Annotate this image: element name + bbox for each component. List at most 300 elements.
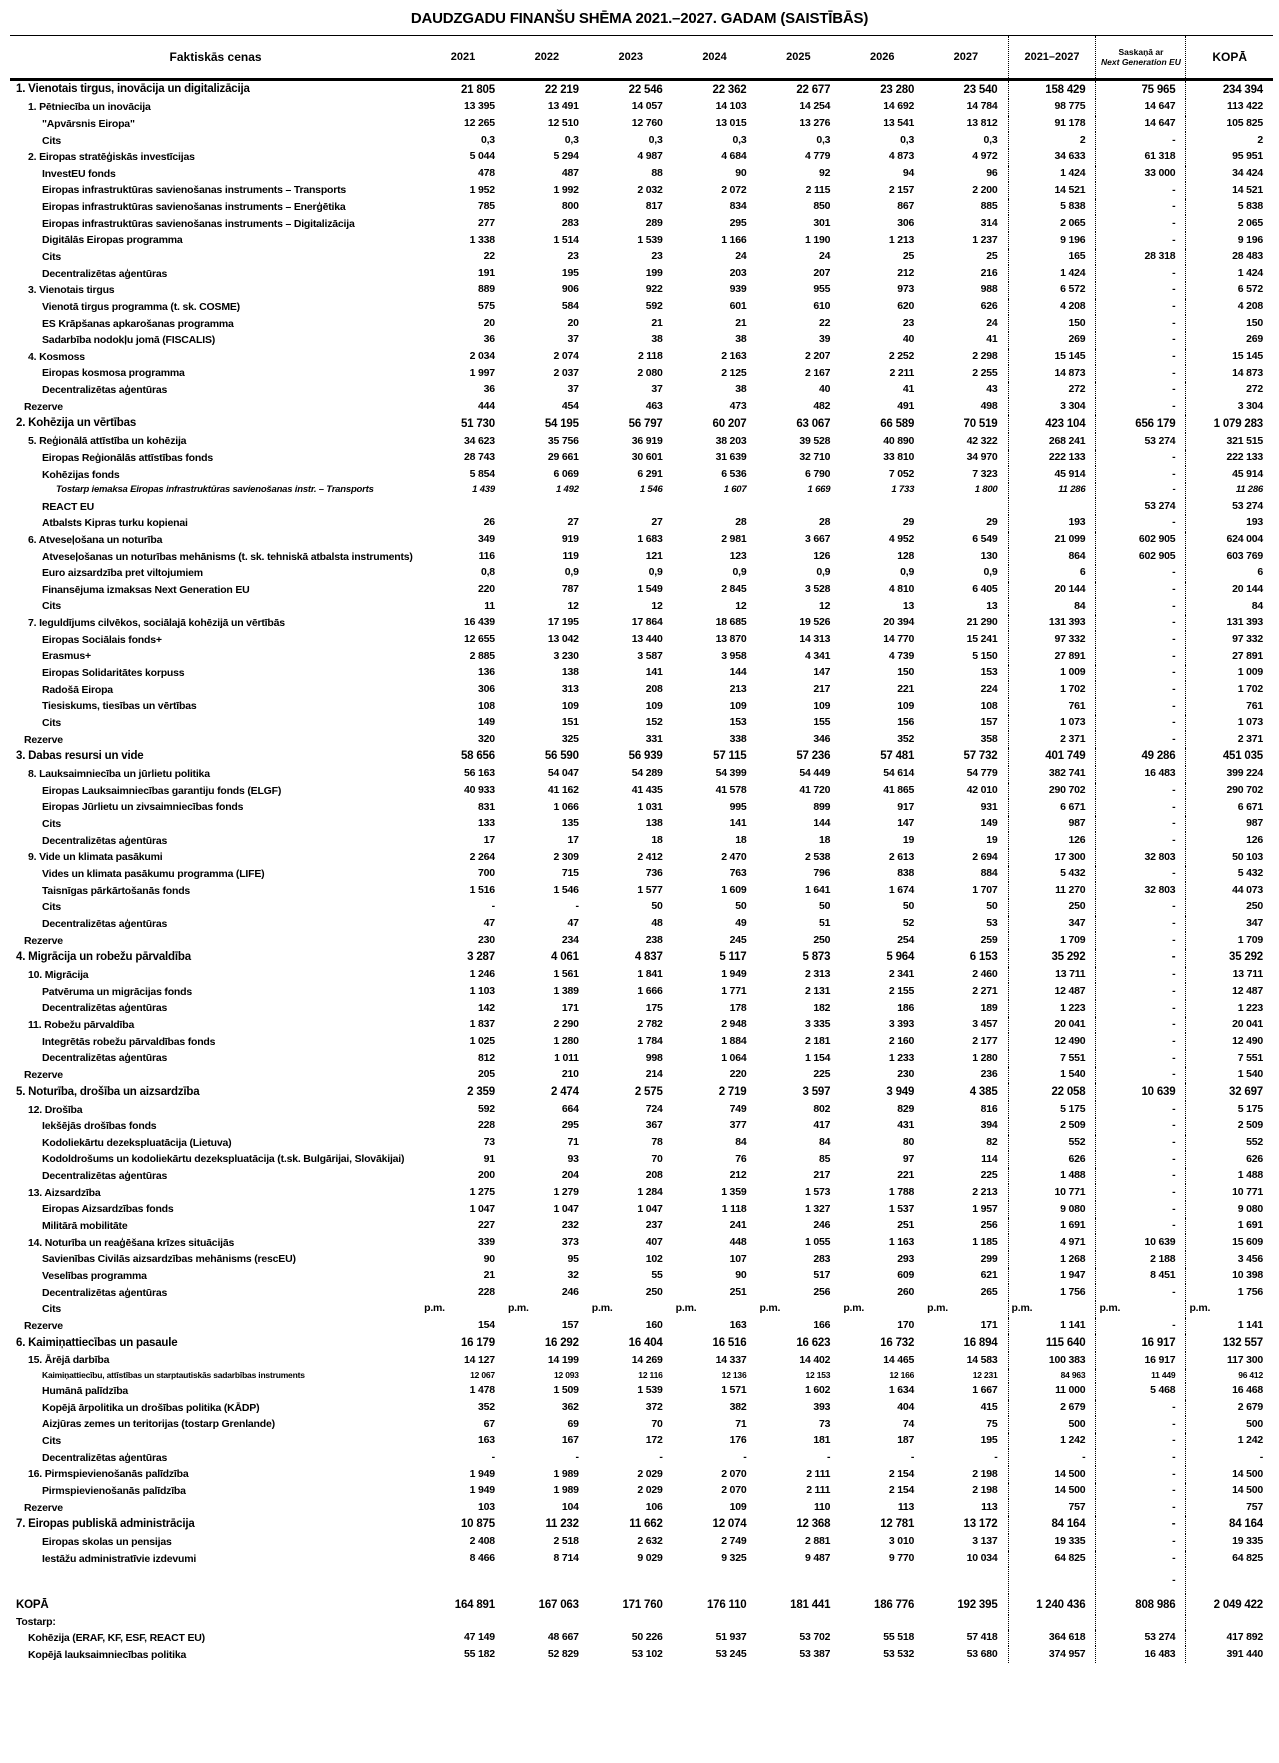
table-row: [10, 1301, 1273, 1318]
column-header-2023: 2023: [589, 36, 673, 80]
table-row: [10, 182, 1273, 199]
cell: -: [1096, 483, 1186, 498]
row-label: 13. Aizsardzība: [28, 1186, 101, 1199]
cell: 602 905: [1096, 548, 1186, 565]
cell: 19 335: [1008, 1534, 1096, 1551]
cell: 16 468: [1186, 1383, 1273, 1400]
cell: 757: [1008, 1499, 1096, 1516]
row-label: Eiropas infrastruktūras savienošanas instruments – Transports: [42, 184, 347, 197]
cell: 5 468: [1096, 1383, 1186, 1400]
column-header-total: 2021–2027: [1008, 36, 1096, 80]
cell: 40 890: [883, 434, 915, 447]
table-row: [10, 398, 1273, 415]
table-row: [10, 748, 1273, 766]
cell: 13 541: [883, 117, 915, 130]
cell: 269: [1008, 332, 1096, 349]
cell: 54 195: [544, 417, 579, 430]
cell: 14 500: [1186, 1483, 1273, 1500]
cell: 1 242: [1186, 1433, 1273, 1450]
table-row: [10, 1630, 1273, 1647]
cell: 108: [478, 699, 495, 712]
cell: 29: [986, 516, 998, 529]
cell: 2 072: [721, 183, 747, 196]
cell: [673, 1567, 757, 1594]
cell: 144: [813, 817, 831, 830]
cell: 2 252: [888, 350, 915, 363]
cell: 61 318: [1096, 149, 1186, 166]
cell: 995: [729, 800, 747, 813]
cell: 41 720: [799, 784, 831, 796]
cell: 11 000: [1008, 1383, 1096, 1400]
cell: 372: [645, 1401, 663, 1413]
cell: 6 671: [1008, 799, 1096, 816]
cell: 1 268: [1008, 1251, 1096, 1268]
cell: 339: [478, 1235, 495, 1248]
cell: -: [910, 1450, 915, 1463]
cell: 6 790: [805, 467, 831, 480]
cell: 157: [561, 1319, 579, 1332]
cell: 2 211: [889, 366, 915, 379]
cell: 1 771: [721, 984, 747, 997]
cell: -: [659, 1450, 663, 1463]
cell: 0,8: [480, 566, 495, 579]
cell: 1 223: [1008, 1000, 1096, 1017]
row-label: Decentralizētas aģentūras: [42, 1451, 168, 1464]
cell: 3 137: [972, 1535, 998, 1548]
cell: 0,9: [816, 566, 831, 579]
cell: 306: [478, 682, 495, 695]
cell: 142: [478, 1001, 495, 1014]
table-row: [10, 1400, 1273, 1417]
cell: -: [1096, 1318, 1186, 1335]
cell: 1 571: [721, 1384, 747, 1397]
cell: -: [491, 900, 495, 913]
cell: 12 487: [1008, 983, 1096, 1000]
cell: 423 104: [1008, 415, 1096, 433]
cell: 12 510: [547, 117, 579, 130]
cell: 404: [897, 1401, 915, 1413]
cell: 220: [478, 583, 495, 596]
row-label: Tostarp:: [16, 1616, 56, 1629]
cell: p.m.: [424, 1302, 445, 1315]
row-label: Kohēzija (ERAF, KF, ESF, REACT EU): [28, 1631, 205, 1644]
cell: p.m.: [1096, 1301, 1186, 1318]
cell: 250: [1186, 899, 1273, 916]
cell: [1008, 1567, 1096, 1594]
cell: -: [575, 1450, 579, 1463]
cell: 0,3: [480, 133, 495, 146]
cell: -: [575, 900, 579, 913]
cell: 16 404: [628, 1336, 663, 1349]
cell: 1 047: [637, 1202, 663, 1215]
row-label: Veselības programma: [42, 1269, 147, 1282]
cell: 2 575: [634, 1085, 663, 1098]
cell: 2 298: [972, 350, 998, 363]
table-row: [10, 282, 1273, 299]
cell: 16 917: [1096, 1352, 1186, 1369]
cell: 899: [813, 800, 831, 813]
cell: 16 623: [796, 1336, 831, 1349]
cell: 763: [729, 867, 747, 880]
cell: 35 292: [1008, 949, 1096, 967]
cell: p.m.: [843, 1302, 865, 1315]
cell: 4 971: [1008, 1234, 1096, 1251]
row-label: Tiesiskums, tiesības un vērtības: [42, 700, 197, 713]
cell: 2 538: [805, 850, 831, 863]
cell: 25: [986, 250, 998, 263]
cell: 998: [645, 1051, 663, 1064]
row-label: Radošā Eiropa: [42, 683, 113, 696]
cell: 2 163: [721, 350, 747, 363]
cell: 2 177: [972, 1034, 998, 1047]
table-row: [10, 1268, 1273, 1285]
cell: 40: [902, 333, 915, 346]
cell: 13 711: [1008, 967, 1096, 984]
cell: 4 739: [888, 649, 915, 662]
row-label: REACT EU: [42, 500, 95, 513]
cell: 14 337: [715, 1353, 747, 1366]
cell: 592: [645, 300, 663, 313]
cell: 212: [897, 266, 915, 279]
cell: 45 914: [1008, 466, 1096, 483]
row-label: 8. Lauksaimniecība un jūrlietu politika: [28, 768, 210, 781]
cell: 12 487: [1186, 983, 1273, 1000]
column-header-2022: 2022: [505, 36, 589, 80]
cell: 34 623: [464, 434, 495, 447]
cell: 76: [735, 1152, 747, 1165]
cell: 444: [478, 399, 495, 412]
cell: 21 290: [966, 616, 998, 629]
cell: 1 246: [469, 968, 495, 981]
cell: 1 884: [721, 1034, 747, 1047]
cell: 109: [729, 699, 747, 712]
cell: 28 743: [464, 451, 495, 464]
cell: 12 231: [972, 1370, 998, 1381]
cell: 12: [567, 599, 579, 612]
cell: 42 010: [966, 784, 998, 796]
cell: 24: [819, 250, 831, 263]
cell: 491: [897, 399, 915, 412]
cell: 290 702: [1186, 783, 1273, 800]
cell: 1 784: [637, 1034, 663, 1047]
cell: 176 110: [706, 1599, 747, 1612]
row-label: Rezerve: [24, 733, 63, 746]
cell: 10 398: [1186, 1268, 1273, 1285]
cell: 295: [561, 1119, 579, 1132]
cell: 53 274: [1096, 498, 1186, 515]
cell: 12: [735, 599, 747, 612]
cell: 1 073: [1186, 715, 1273, 732]
cell: 213: [729, 682, 747, 695]
cell: 22 362: [712, 83, 747, 96]
cell: 13 172: [963, 1518, 998, 1531]
table-row: [10, 1567, 1273, 1594]
cell: 1 546: [553, 883, 579, 896]
cell: 16 894: [963, 1336, 998, 1349]
row-label: Militārā mobilitāte: [42, 1220, 128, 1233]
cell: 96 412: [1186, 1369, 1273, 1383]
cell: 207: [813, 266, 831, 279]
cell: 272: [1186, 382, 1273, 399]
row-label: Taisnīgas pārkārtošanās fonds: [42, 884, 191, 897]
cell: 109: [561, 699, 579, 712]
cell: 75: [986, 1417, 998, 1430]
cell: 36: [483, 383, 495, 396]
column-header-ngeu: [1096, 36, 1186, 80]
cell: 53 532: [883, 1647, 915, 1660]
cell: 216: [980, 266, 998, 279]
cell: 234 394: [1186, 80, 1273, 99]
cell: 32 697: [1186, 1083, 1273, 1101]
cell: 12 265: [464, 117, 495, 130]
cell: -: [1096, 1534, 1186, 1551]
cell: -: [1096, 1017, 1186, 1034]
cell: 57 732: [963, 750, 998, 763]
cell: 11 270: [1008, 882, 1096, 899]
cell: 212: [729, 1169, 747, 1182]
cell: 181: [813, 1434, 831, 1447]
cell: 610: [813, 300, 831, 313]
cell: 1 047: [469, 1202, 495, 1215]
cell: 12 781: [880, 1518, 915, 1531]
cell: 3 335: [805, 1018, 831, 1031]
table-row: [10, 1416, 1273, 1433]
cell: 32 710: [799, 451, 831, 464]
cell: 1 683: [637, 533, 663, 546]
cell: 28 318: [1096, 249, 1186, 266]
cell: 47: [483, 917, 495, 930]
cell: 260: [897, 1285, 915, 1298]
cell: 2 694: [972, 850, 998, 863]
cell: 21 099: [1008, 532, 1096, 549]
cell: 90: [735, 1269, 747, 1282]
cell: 2 255: [972, 366, 998, 379]
cell: 217: [813, 682, 831, 695]
cell: 988: [980, 283, 998, 296]
cell: 14 583: [966, 1353, 998, 1366]
cell: 189: [980, 1001, 998, 1014]
row-label: Aizjūras zemes un teritorijas (tostarp Grenlande): [42, 1418, 275, 1431]
cell: 2 167: [805, 366, 831, 379]
cell: 27: [567, 516, 579, 529]
cell: 50 103: [1186, 849, 1273, 866]
cell: 2 371: [1186, 731, 1273, 748]
cell: 39: [819, 333, 831, 346]
row-label: Humānā palīdzība: [42, 1385, 129, 1398]
cell: [1008, 498, 1096, 515]
cell: 2 111: [806, 1467, 831, 1480]
table-row: [10, 249, 1273, 266]
cell: 1 073: [1008, 715, 1096, 732]
column-header-2027: 2027: [924, 36, 1008, 80]
cell: 98 775: [1008, 99, 1096, 116]
cell: 70 519: [963, 417, 998, 430]
cell: 54 449: [799, 767, 831, 780]
cell: 84: [1008, 598, 1096, 615]
cell: 5 838: [1186, 199, 1273, 216]
cell: 552: [1186, 1135, 1273, 1152]
row-label: Patvēruma un migrācijas fonds: [42, 985, 192, 998]
cell: 256: [980, 1219, 998, 1232]
cell: 2 412: [637, 850, 663, 863]
cell: 1 949: [469, 1484, 495, 1497]
cell: 119: [562, 549, 579, 562]
cell: 50: [902, 900, 915, 913]
cell: 14 402: [799, 1353, 831, 1366]
cell: 5 150: [972, 649, 998, 662]
cell: 109: [897, 699, 915, 712]
cell: 50 226: [631, 1631, 663, 1644]
cell: 931: [980, 800, 998, 813]
cell: 19: [986, 833, 998, 846]
cell: 16 179: [460, 1336, 495, 1349]
cell: 3 304: [1008, 398, 1096, 415]
cell: 817: [645, 200, 663, 213]
cell: 2 115: [805, 183, 831, 196]
cell: 1 280: [553, 1034, 579, 1047]
cell: 32 803: [1096, 849, 1186, 866]
row-label: Erasmus+: [42, 650, 91, 663]
cell: 864: [1008, 548, 1096, 565]
cell: 2 460: [972, 968, 998, 981]
cell: 13: [902, 599, 915, 612]
cell: 3 393: [888, 1018, 915, 1031]
cell: 22: [819, 316, 831, 329]
cell: 195: [980, 1434, 998, 1447]
table-row: [10, 349, 1273, 366]
cell: 14 500: [1186, 1466, 1273, 1483]
cell: 4 837: [634, 951, 663, 964]
table-row: [10, 1101, 1273, 1118]
cell: 16 483: [1096, 1646, 1186, 1663]
row-label: Eiropas Aizsardzības fonds: [42, 1203, 174, 1216]
cell: 16 483: [1096, 766, 1186, 783]
cell: 93: [567, 1152, 579, 1165]
cell: 14 465: [883, 1353, 915, 1366]
cell: 14 500: [1008, 1483, 1096, 1500]
cell: 2 981: [721, 533, 747, 546]
cell: 11 232: [545, 1518, 579, 1531]
row-label: Eiropas Lauksaimniecības garantiju fonds (ELGF): [42, 784, 282, 797]
row-label: Decentralizētas aģentūras: [42, 1002, 168, 1015]
cell: 165: [1008, 249, 1096, 266]
cell: 23: [567, 250, 579, 263]
row-label: Cits: [42, 1303, 62, 1316]
cell: 23 540: [963, 83, 998, 96]
cell: 1 602: [805, 1384, 831, 1397]
cell: 5 964: [886, 951, 915, 964]
cell: 3 287: [467, 951, 495, 964]
cell: 1 280: [972, 1051, 998, 1064]
cell: 78: [651, 1136, 663, 1149]
cell: 126: [813, 549, 831, 562]
cell: 1 539: [637, 233, 663, 246]
cell: 170: [897, 1319, 915, 1332]
cell: 34 633: [1008, 149, 1096, 166]
cell: p.m.: [675, 1302, 697, 1315]
cell: 906: [561, 283, 579, 296]
cell: 757: [1186, 1499, 1273, 1516]
table-row: [10, 80, 1273, 99]
cell: 2 679: [1186, 1400, 1273, 1417]
table-row: [10, 232, 1273, 249]
cell: 800: [561, 200, 579, 213]
cell: -: [743, 1450, 747, 1463]
cell: 57 115: [713, 750, 747, 763]
cell: 28: [819, 516, 831, 529]
cell: 2 029: [637, 1467, 663, 1480]
cell: 18: [819, 833, 831, 846]
cell: 13 015: [715, 117, 747, 130]
row-label: Decentralizētas aģentūras: [42, 917, 168, 930]
row-label: Tostarp iemaksa Eiropas infrastruktūras savienošanas instr. – Transports: [56, 484, 374, 496]
table-row: [10, 1184, 1273, 1201]
cell: 70: [651, 1152, 663, 1165]
cell: 463: [645, 399, 663, 412]
cell: 7 323: [972, 467, 998, 480]
cell: 13 276: [799, 117, 831, 130]
cell: 17 195: [547, 616, 579, 629]
cell: 36: [483, 333, 495, 346]
cell: 171: [561, 1001, 579, 1014]
cell: 0,9: [983, 566, 998, 579]
cell: 151: [561, 716, 579, 729]
cell: 53 702: [799, 1631, 831, 1644]
cell: -: [1096, 1151, 1186, 1168]
cell: 13 711: [1186, 967, 1273, 984]
cell: 1 540: [1008, 1067, 1096, 1084]
cell: -: [1096, 1000, 1186, 1017]
cell: 431: [897, 1119, 915, 1132]
cell: 41: [902, 383, 915, 396]
cell: 16 439: [464, 616, 495, 629]
row-label: 4. Kosmoss: [28, 350, 85, 363]
table-row: [10, 967, 1273, 984]
cell: 987: [1008, 816, 1096, 833]
column-header-2021: 2021: [421, 36, 505, 80]
cell: 80: [902, 1136, 915, 1149]
cell: 66 589: [880, 417, 915, 430]
cell: [421, 498, 505, 515]
table-row: [10, 631, 1273, 648]
cell: 321 515: [1186, 433, 1273, 450]
cell: -: [1096, 799, 1186, 816]
cell: [756, 1615, 840, 1630]
cell: 250: [813, 933, 831, 946]
row-label: Savienības Civilās aizsardzības mehānisms (rescEU): [42, 1253, 296, 1266]
cell: 16 732: [880, 1336, 915, 1349]
cell: 352: [478, 1401, 495, 1413]
cell: 55: [651, 1269, 663, 1282]
cell: 3 304: [1186, 398, 1273, 415]
cell: 1 607: [723, 484, 747, 496]
table-row: [10, 1083, 1273, 1101]
cell: 269: [1186, 332, 1273, 349]
cell: 26: [483, 516, 495, 529]
cell: 251: [897, 1219, 915, 1232]
cell: 7 551: [1186, 1050, 1273, 1067]
cell: 95: [567, 1252, 579, 1265]
table-row: [10, 116, 1273, 133]
cell: 487: [561, 167, 579, 179]
cell: 5 175: [1008, 1101, 1096, 1118]
cell: 138: [645, 817, 663, 830]
cell: 3 230: [553, 649, 579, 662]
table-row: [10, 698, 1273, 715]
cell: 2 154: [888, 1467, 915, 1480]
cell: 5 873: [802, 951, 831, 964]
cell: 36 919: [631, 434, 663, 447]
